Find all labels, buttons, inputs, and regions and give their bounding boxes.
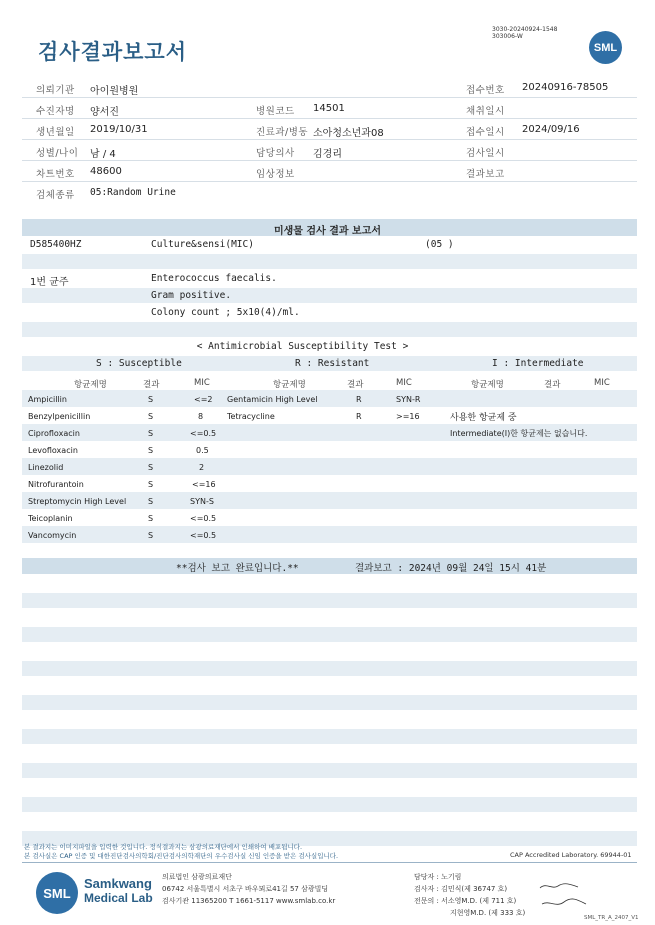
empty-band xyxy=(22,695,637,710)
intermediate-note-1: 사용한 항균제 중 xyxy=(450,413,517,423)
org-name: 의료법인 삼광의료재단 xyxy=(162,873,232,881)
info-label: 임상정보 xyxy=(256,169,295,180)
staff-specialist-1: 전문의 : 서소영M.D. (제 711 호) xyxy=(414,897,517,905)
drug-mic: <=0.5 xyxy=(190,514,217,523)
sml-footer-logo: SML xyxy=(36,872,78,914)
info-value: 양서진 xyxy=(90,107,119,118)
drug-result: S xyxy=(148,497,154,506)
drug-mic: SYN-S xyxy=(190,497,214,506)
info-value: 48600 xyxy=(90,166,122,177)
row-band xyxy=(22,458,637,475)
info-value: 05:Random Urine xyxy=(90,187,176,198)
intermediate-note-2: Intermediate(I)한 항균제는 없습니다. xyxy=(450,429,588,438)
signature-image xyxy=(538,880,588,914)
drug-mic: <=16 xyxy=(192,480,216,489)
info-label: 성별/나이 xyxy=(36,148,79,159)
drug-mic: 0.5 xyxy=(196,446,209,455)
brand-name-line2: Medical Lab xyxy=(84,891,153,905)
drug-name: Ampicillin xyxy=(28,395,67,404)
drug-name: Levofloxacin xyxy=(28,446,78,455)
form-code: SML_TR_A_2407_V1 xyxy=(584,915,639,921)
legend-susceptible: S : Susceptible xyxy=(96,358,182,369)
info-label: 검사일시 xyxy=(466,148,505,159)
organism-label: 1번 균주 xyxy=(30,277,69,288)
empty-band xyxy=(22,661,637,676)
drug-result: R xyxy=(356,412,362,421)
empty-band xyxy=(22,729,637,744)
drug-mic: 8 xyxy=(198,412,204,421)
drug-result: S xyxy=(148,446,154,455)
info-value: 14501 xyxy=(313,103,345,114)
page-title: 검사결과보고서 xyxy=(38,40,188,64)
info-label: 접수일시 xyxy=(466,127,505,138)
drug-name: Vancomycin xyxy=(28,531,77,540)
test-code: D585400HZ xyxy=(30,239,82,250)
footer-divider xyxy=(22,862,637,863)
info-label: 검체종류 xyxy=(36,190,75,201)
info-label: 접수번호 xyxy=(466,85,505,96)
document-id-line1: 3030-20240924-1548 xyxy=(492,26,558,33)
empty-band xyxy=(22,797,637,812)
drug-name: Nitrofurantoin xyxy=(28,480,84,489)
drug-name: Linezolid xyxy=(28,463,64,472)
drug-result: S xyxy=(148,514,154,523)
col-drug-header: 항균제명 xyxy=(273,380,306,390)
info-row xyxy=(22,183,637,203)
brand-name-line1: Samkwang xyxy=(84,876,152,891)
col-result-header: 결과 xyxy=(143,380,160,390)
drug-mic: <=0.5 xyxy=(190,429,217,438)
row-band xyxy=(22,390,637,407)
info-label: 의뢰기관 xyxy=(36,85,75,96)
info-label: 결과보고 xyxy=(466,169,505,180)
report-complete: **검사 보고 완료입니다.** xyxy=(176,563,299,574)
col-result-header: 결과 xyxy=(347,380,364,390)
col-drug-header: 항균제명 xyxy=(74,380,107,390)
staff-specialist-2: 지현영M.D. (제 333 호) xyxy=(450,909,526,917)
document-id-line2: 303006-W xyxy=(492,33,523,40)
info-label: 수진자명 xyxy=(36,106,75,117)
colony-count: Colony count ; 5x10(4)/ml. xyxy=(151,307,300,318)
info-row xyxy=(22,162,637,182)
test-name: Culture&sensi(MIC) xyxy=(151,239,254,250)
drug-name: Gentamicin High Level xyxy=(227,395,318,404)
info-label: 진료과/병동 xyxy=(256,127,309,138)
row-band xyxy=(22,254,637,269)
organism-name: Enterococcus faecalis. xyxy=(151,273,277,284)
drug-mic: 2 xyxy=(199,463,205,472)
info-label: 차트번호 xyxy=(36,169,75,180)
drug-result: S xyxy=(148,429,154,438)
legend-intermediate: I : Intermediate xyxy=(492,358,584,369)
info-label: 생년월일 xyxy=(36,127,75,138)
drug-name: Ciprofloxacin xyxy=(28,429,80,438)
info-value: 남 / 4 xyxy=(90,149,116,160)
drug-result: S xyxy=(148,531,154,540)
info-value: 아이원병원 xyxy=(90,86,139,97)
info-value: 20240916-78505 xyxy=(522,82,609,93)
legend-resistant: R : Resistant xyxy=(295,358,370,369)
drug-mic: >=16 xyxy=(396,412,420,421)
drug-result: S xyxy=(148,412,154,421)
row-band xyxy=(22,322,637,337)
info-value: 소아청소년과08 xyxy=(313,128,384,139)
drug-mic: <=2 xyxy=(194,395,213,404)
drug-result: S xyxy=(148,480,154,489)
drug-mic: SYN-R xyxy=(396,395,421,404)
info-value: 김경리 xyxy=(313,149,342,160)
col-mic-header: MIC xyxy=(594,378,610,388)
col-drug-header: 항균제명 xyxy=(471,380,504,390)
info-label: 담당의사 xyxy=(256,148,295,159)
info-row xyxy=(22,141,637,161)
drug-result: S xyxy=(148,395,154,404)
cap-accreditation: CAP Accredited Laboratory. 69944-01 xyxy=(510,851,632,859)
info-row xyxy=(22,78,637,98)
sml-logo: SML xyxy=(589,31,622,64)
col-mic-header: MIC xyxy=(396,378,412,388)
org-contact: 검사기관 11365200 T 1661-5117 www.smlab.co.kr xyxy=(162,897,336,905)
drug-result: R xyxy=(356,395,362,404)
info-value: 2019/10/31 xyxy=(90,124,148,135)
gram-stain: Gram positive. xyxy=(151,290,232,301)
footer-note-1: 본 결과지는 이미지파일을 입력한 것입니다. 정식결과지는 삼광의료재단에서 인쇄하여 배포됩니다. xyxy=(24,843,303,851)
col-result-header: 결과 xyxy=(544,380,561,390)
empty-band xyxy=(22,593,637,608)
row-band xyxy=(22,526,637,543)
drug-name: Streptomycin High Level xyxy=(28,497,127,506)
empty-band xyxy=(22,763,637,778)
empty-band xyxy=(22,627,637,642)
staff-manager: 담당자 : 노기림 xyxy=(414,873,462,881)
drug-name: Tetracycline xyxy=(227,412,275,421)
drug-name: Benzylpenicillin xyxy=(28,412,91,421)
document-id xyxy=(492,26,557,40)
drug-name: Teicoplanin xyxy=(28,514,73,523)
info-row xyxy=(22,99,637,119)
section-title: 미생물 검사 결과 보고서 xyxy=(273,226,382,237)
drug-mic: <=0.5 xyxy=(190,531,217,540)
info-row xyxy=(22,120,637,140)
footer-note-2: 본 검사실은 CAP 인증 및 대한진단검사의학회/진단검사의학재단의 우수검사실 신임 인증을 받은 검사실입니다. xyxy=(24,852,339,860)
test-count: (05 ) xyxy=(425,239,454,250)
org-address: 06742 서울특별시 서초구 바우뫼로41길 57 삼광빌딩 xyxy=(162,885,329,893)
ast-title: < Antimicrobial Susceptibility Test > xyxy=(196,341,409,352)
info-label: 채취일시 xyxy=(466,106,505,117)
info-label: 병원코드 xyxy=(256,106,295,117)
row-band xyxy=(22,288,637,303)
col-mic-header: MIC xyxy=(194,378,210,388)
drug-result: S xyxy=(148,463,154,472)
info-value: 2024/09/16 xyxy=(522,124,580,135)
report-time: 결과보고 : 2024년 09월 24일 15시 41분 xyxy=(355,563,547,574)
staff-examiner: 검사자 : 김민식(제 36747 호) xyxy=(414,885,508,893)
